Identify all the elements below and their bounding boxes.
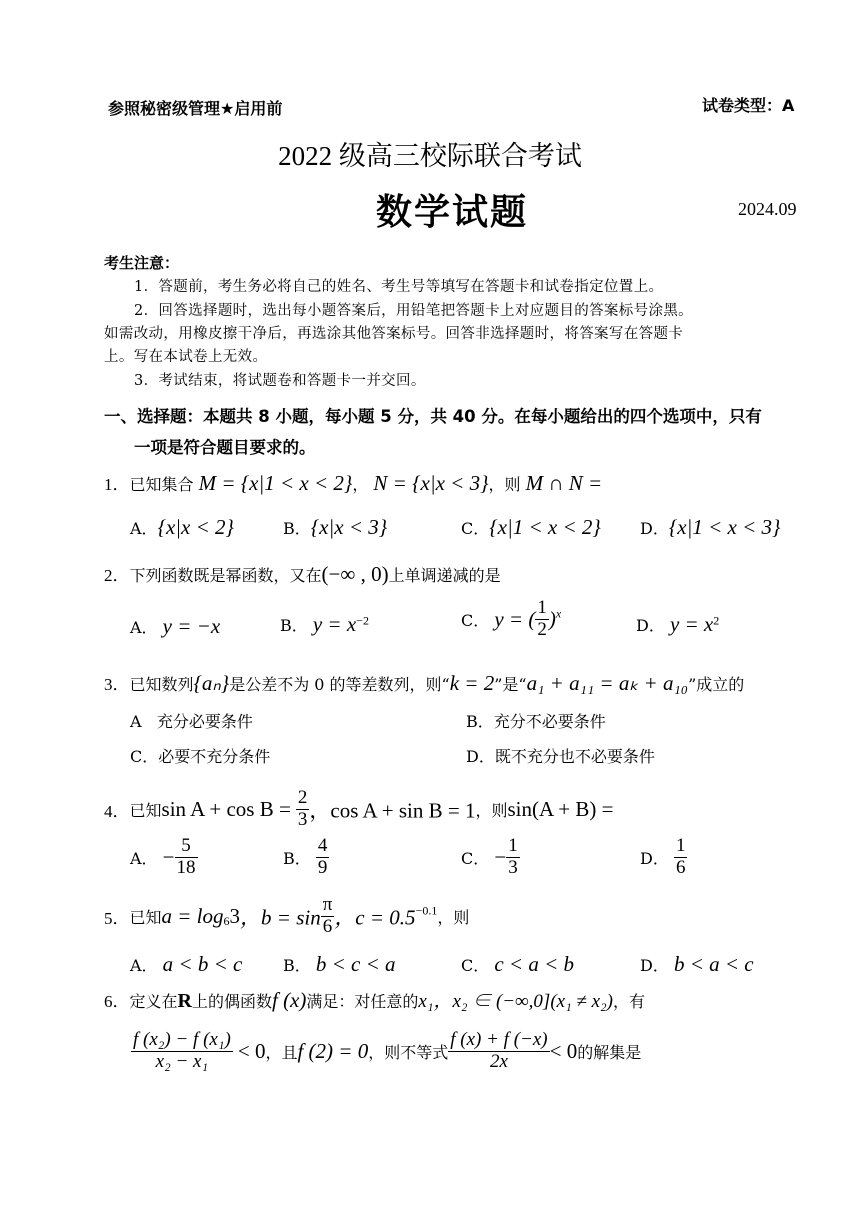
question-number: 1． [104,475,130,494]
notice-heading: 考生注意： [104,254,180,272]
q3-option-d: D．既不充分也不必要条件 [466,747,655,766]
question-5: 5．已知$a = \log_63$，b = sin $\frac{\pi}{6}$ ，$c = 0.5^{-0.1}$，则 [104,894,470,937]
section-1-instructions-cont: 一项是符合题目要求的。 [134,438,316,457]
q2-option-a: A． y = −x [130,614,221,638]
secrecy-label: 参照秘密级管理★启用前 [108,99,283,118]
question-3: 3．已知数列{aₙ}是公差不为 0 的等差数列，则“k = 2”是“a₁ + a₁₁ = aₖ + a₁₀”成立的 [104,671,745,695]
question-2: 2．下列函数既是幂函数，又在(−∞ , 0)上单调递减的是 [104,562,501,586]
question-6: 6．定义在R上的偶函数f (x)满足：对任意的x₁，x₂ ∈ (−∞,0](x₁ ≠ x₂)，有 [104,988,645,1012]
paper-type-label: 试卷类型：A [702,96,795,115]
q1-option-d: D．{x|1 < x < 3} [640,515,781,539]
intersection: M ∩ N = [525,471,603,495]
notice-item-2b: 如需改动，用橡皮擦干净后，再选涂其他答案标号。回答非选择题时，将答案写在答题卡 [104,326,684,342]
set-m: M = {x|1 < x < 2} [198,471,353,495]
q2-option-d: D． $y = x^2$ [636,612,720,636]
q1-option-a: A．{x|x < 2} [130,515,234,539]
q4-option-d: D． $\frac{1}{6}$ [640,835,686,878]
question-6-cont: $\frac{\text{f (x₂) − f (x₁)}}{\text{x₂ − x₁}}$ < 0，且f (2) = 0，则不等式 $\frac{f (x) + f (-x)}{2x}$ < 0的解集是 [133,1029,642,1072]
notice-item-2c: 上。写在本试卷上无效。 [104,349,268,365]
notice-item-2a: 2．回答选择题时，选出每小题答案后，用铅笔把答题卡上对应题目的答案标号涂黑。 [134,303,694,319]
q2-option-c: C． y = ( $\frac{1}{2}$ )$^x$ [461,597,562,640]
exam-title: 2022 级高三校际联合考试 [278,141,582,171]
q5-option-d: D． b < a < c [640,952,754,976]
notice-item-3: 3．考试结束，将试题卷和答题卡一并交回。 [134,373,426,389]
q2-option-b: B． $y = x^{-2}$ [280,612,369,636]
q3-option-b: B．充分不必要条件 [466,712,606,731]
notice-item-1: 1．答题前，考生务必将自己的姓名、考生号等填写在答题卡和试卷指定位置上。 [134,279,664,295]
q4-option-a: A． − $\frac{5}{18}$ [130,835,196,878]
subject-title: 数学试题 [376,192,529,233]
q4-option-b: B． $\frac{4}{9}$ [283,835,328,878]
q5-option-c: C． c < a < b [461,952,575,976]
exam-date: 2024.09 [738,199,797,219]
question-text: ，则 [488,475,521,494]
q5-option-a: A． a < b < c [130,952,243,976]
q5-option-b: B． b < c < a [283,952,396,976]
set-n: N = {x|x < 3} [373,471,489,495]
q1-option-b: B．{x|x < 3} [283,515,388,539]
q4-option-c: C． − $\frac{1}{3}$ [461,835,518,878]
q3-option-a: A 充分必要条件 [130,712,253,731]
question-text: 已知集合 [129,475,194,494]
q1-option-c: C．{x|1 < x < 2} [461,515,601,539]
question-4: 4．已知sin A + cos B = $\frac{2}{3}$ ，cos A + sin B = 1，则sin(A + B) = [104,787,614,830]
q3-option-c: C．必要不充分条件 [130,747,271,766]
section-1-instructions: 一、选择题：本题共 8 小题，每小题 5 分，共 40 分。在每小题给出的四个选项中，只有 [104,407,762,426]
question-1: 1．已知集合 M = {x|1 < x < 2}， N = {x|x < 3}，则 M ∩ N = [104,471,603,495]
